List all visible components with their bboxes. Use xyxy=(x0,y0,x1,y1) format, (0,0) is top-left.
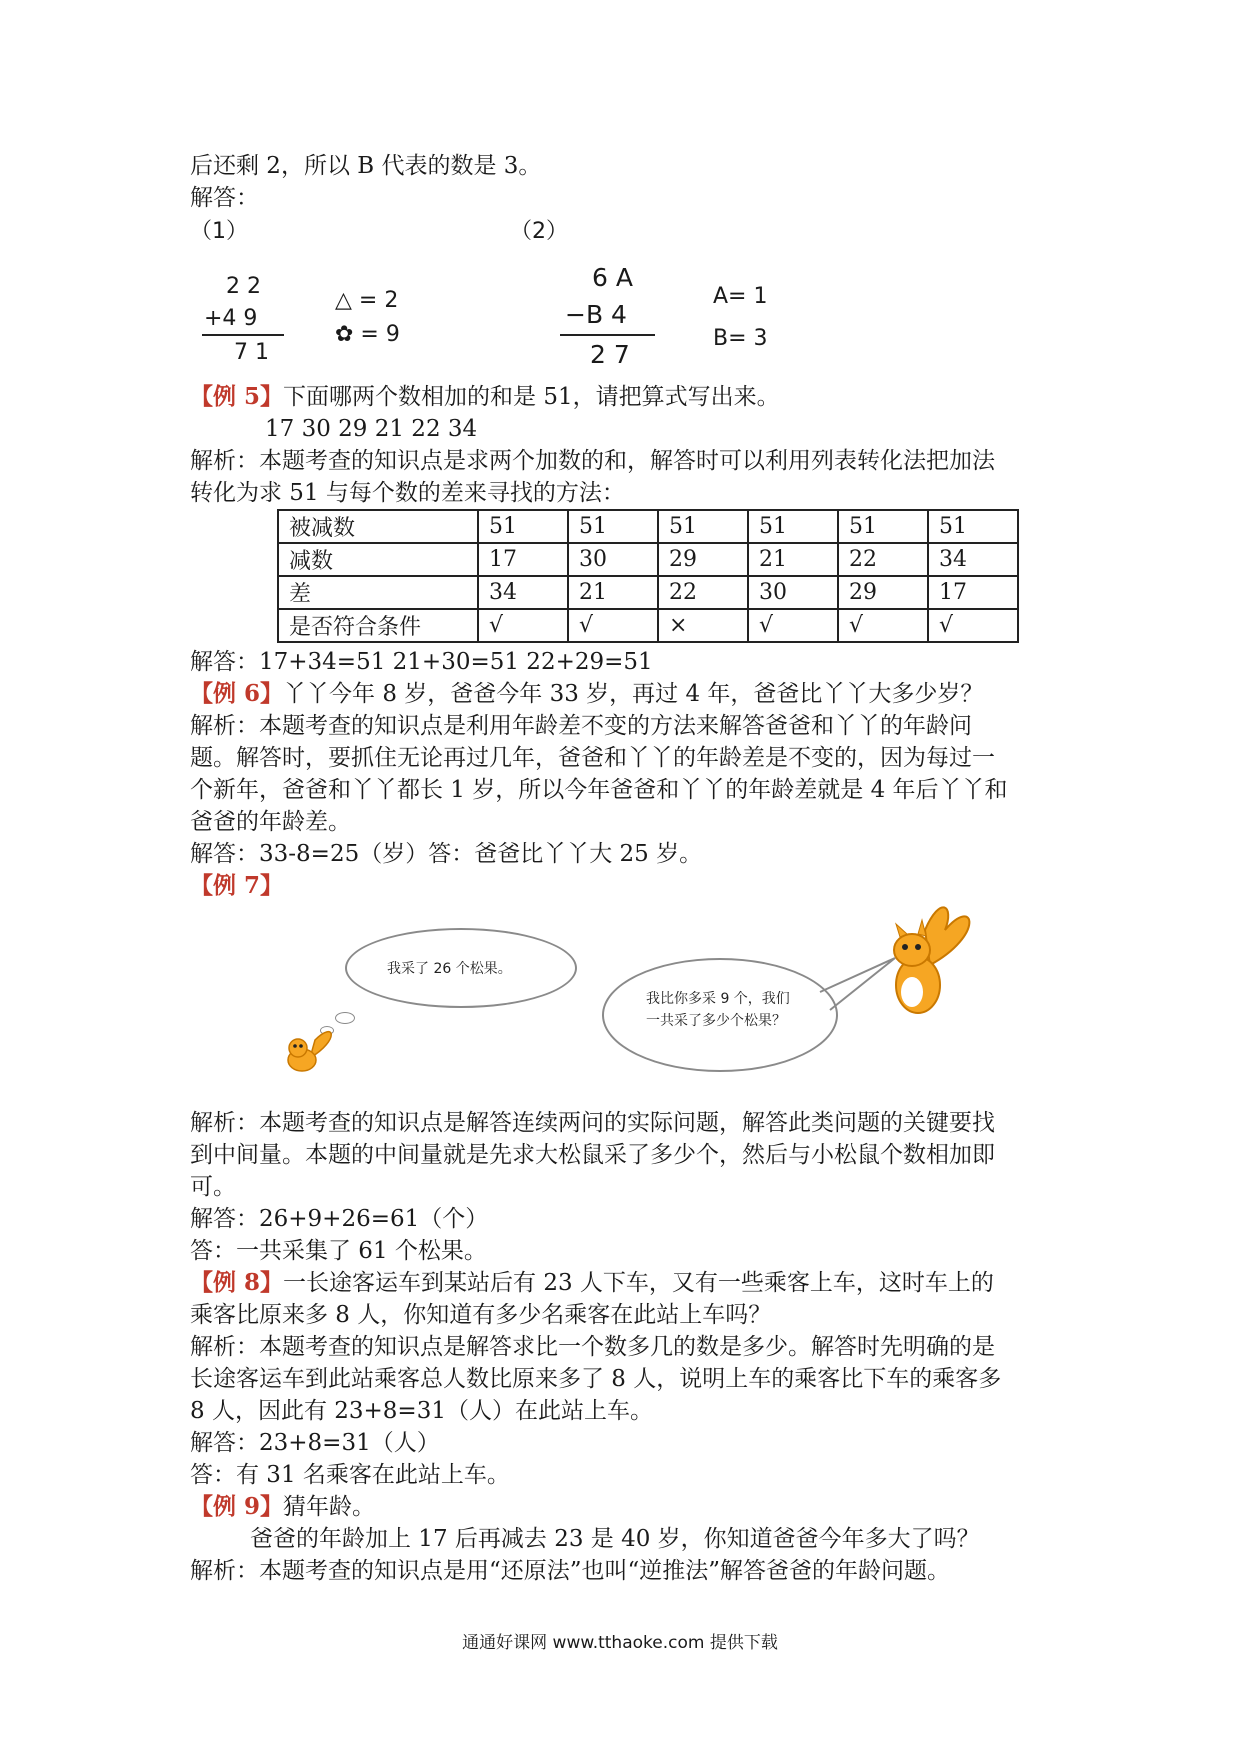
text-line: 爸爸的年龄加上 17 后再减去 23 是 40 岁，你知道爸爸今年多大了吗？ xyxy=(250,1526,980,1552)
table-cell: √ xyxy=(838,609,928,642)
example-tag: 【例 5】 xyxy=(190,383,284,410)
example-tag: 【例 8】 xyxy=(190,1269,284,1296)
text-line: 解析：本题考查的知识点是利用年龄差不变的方法来解答爸爸和丫丫的年龄问 xyxy=(190,713,972,739)
puzzle1-label: （1） xyxy=(190,219,248,244)
table-cell: 51 xyxy=(478,510,568,543)
text-line: 解答：33-8=25（岁）答：爸爸比丫丫大 25 岁。 xyxy=(190,841,703,867)
table-cell: 30 xyxy=(748,576,838,609)
text-line: 乘客比原来多 8 人，你知道有多少名乘客在此站上车吗？ xyxy=(190,1302,772,1328)
table-cell: 51 xyxy=(838,510,928,543)
table-cell: √ xyxy=(478,609,568,642)
table-cell: √ xyxy=(748,609,838,642)
text-line: 答：有 31 名乘客在此站上车。 xyxy=(190,1462,510,1488)
table-cell: 22 xyxy=(838,543,928,576)
puzzle1-row1: 2 2 xyxy=(226,274,261,299)
a-value: A= 1 xyxy=(713,284,768,309)
table-cell: 34 xyxy=(928,543,1018,576)
table-cell: 17 xyxy=(928,576,1018,609)
text-line: 解析：本题考查的知识点是用“还原法”也叫“逆推法”解答爸爸的年龄问题。 xyxy=(190,1558,951,1584)
text-line: 题。解答时，要抓住无论再过几年，爸爸和丫丫的年龄差是不变的，因为每过一 xyxy=(190,745,995,771)
text-line: 解析：本题考查的知识点是求两个加数的和，解答时可以利用列表转化法把加法 xyxy=(190,448,995,474)
text-line: 可。 xyxy=(190,1174,236,1200)
puzzle1-row3: 7 1 xyxy=(234,340,269,365)
number-list: 17 30 29 21 22 34 xyxy=(265,416,478,442)
table-cell: 21 xyxy=(748,543,838,576)
text-line: 到中间量。本题的中间量就是先求大松鼠采了多少个，然后与小松鼠个数相加即 xyxy=(190,1142,995,1168)
text-line: 解答：17+34=51 21+30=51 22+29=51 xyxy=(190,649,653,675)
table-cell: 34 xyxy=(478,576,568,609)
b-value: B= 3 xyxy=(713,326,768,351)
puzzle2-row3: 2 7 xyxy=(590,340,630,369)
example-9-question: 【例 9】猜年龄。 xyxy=(190,1493,376,1520)
table-cell: 21 xyxy=(568,576,658,609)
table-cell: 29 xyxy=(838,576,928,609)
example-tag: 【例 7】 xyxy=(190,872,284,899)
text-line: 8 人，因此有 23+8=31（人）在此站上车。 xyxy=(190,1398,653,1424)
table-cell: 51 xyxy=(748,510,838,543)
table-cell: 30 xyxy=(568,543,658,576)
text-line: 解析：本题考查的知识点是解答求比一个数多几的数是多少。解答时先明确的是 xyxy=(190,1334,995,1360)
text-line: 答：一共采集了 61 个松果。 xyxy=(190,1238,487,1264)
text-line: 解答： xyxy=(190,185,259,211)
table-cell: 29 xyxy=(658,543,748,576)
text-line: 转化为求 51 与每个数的差来寻找的方法： xyxy=(190,480,625,506)
example-tag: 【例 9】 xyxy=(190,1493,284,1520)
page-footer: 通通好课网 www.tthaoke.com 提供下载 xyxy=(462,1633,778,1653)
small-speech-bubble: 我采了 26 个松果。 xyxy=(345,928,577,1008)
example-tag: 【例 6】 xyxy=(190,680,284,707)
table-cell: × xyxy=(658,609,748,642)
flower-value: ✿ = 9 xyxy=(335,322,400,347)
text-line: 解答：26+9+26=61（个） xyxy=(190,1206,489,1232)
puzzle1-row2: +4 9 xyxy=(204,306,258,331)
triangle-value: △ = 2 xyxy=(335,288,399,313)
text-line: 个新年，爸爸和丫丫都长 1 岁，所以今年爸爸和丫丫的年龄差就是 4 年后丫丫和 xyxy=(190,777,1008,803)
text-line: 爸爸的年龄差。 xyxy=(190,809,351,835)
puzzle2-row1: 6 A xyxy=(592,263,633,292)
text-line: 长途客运车到此站乘客总人数比原来多了 8 人，说明上车的乘客比下车的乘客多 xyxy=(190,1366,1002,1392)
puzzle2-row2: −B 4 xyxy=(565,300,627,329)
table-cell: √ xyxy=(568,609,658,642)
table-cell: 51 xyxy=(928,510,1018,543)
squirrel-small-icon xyxy=(288,1032,331,1071)
table-cell: 22 xyxy=(658,576,748,609)
example-6-question: 【例 6】丫丫今年 8 岁，爸爸今年 33 岁，再过 4 年，爸爸比丫丫大多少岁？ xyxy=(190,680,984,707)
text-line: 解析：本题考查的知识点是解答连续两问的实际问题，解答此类问题的关键要找 xyxy=(190,1110,995,1136)
row-header-cell: 差 xyxy=(278,576,478,609)
table-cell: 17 xyxy=(478,543,568,576)
table-cell: √ xyxy=(928,609,1018,642)
example-5-question: 【例 5】下面哪两个数相加的和是 51，请把算式写出来。 xyxy=(190,383,780,410)
text-line: 后还剩 2，所以 B 代表的数是 3。 xyxy=(190,153,542,179)
bubble-tail xyxy=(820,958,895,1010)
squirrel-big-icon xyxy=(894,907,969,1013)
example-8-question: 【例 8】一长途客运车到某站后有 23 人下车，又有一些乘客上车，这时车上的 xyxy=(190,1269,994,1296)
text-line: 解答：23+8=31（人） xyxy=(190,1430,440,1456)
row-header-cell: 被减数 xyxy=(278,510,478,543)
row-header-cell: 是否符合条件 xyxy=(278,609,478,642)
big-speech-bubble: 我比你多采 9 个，我们一共采了多少个松果？ xyxy=(602,958,838,1072)
table-cell: 51 xyxy=(568,510,658,543)
row-header-cell: 减数 xyxy=(278,543,478,576)
table-cell: 51 xyxy=(658,510,748,543)
puzzle2-label: （2） xyxy=(510,219,568,244)
